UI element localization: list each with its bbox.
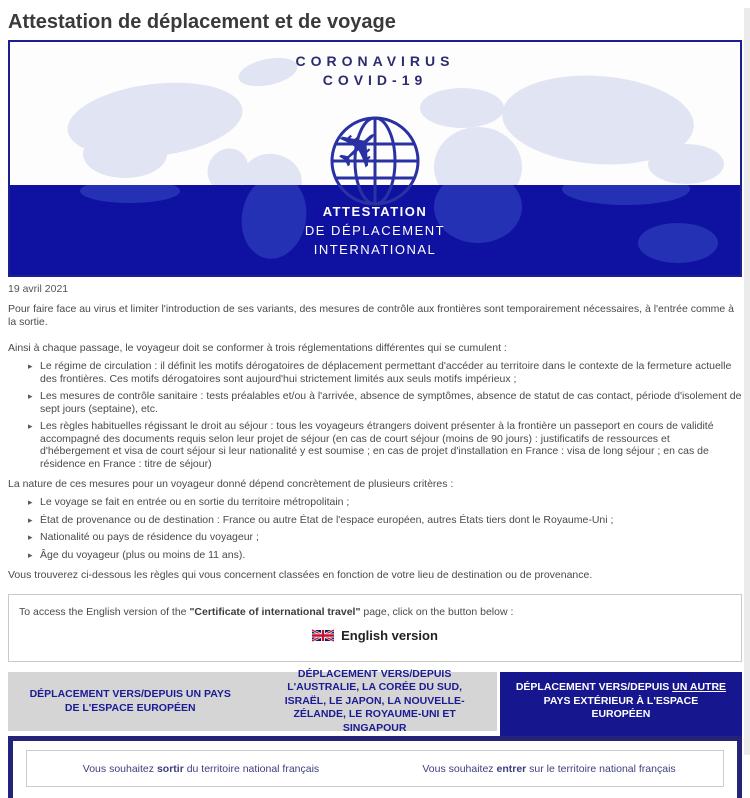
criterion-text: Le voyage se fait en entrée ou en sortie du territoire métropolitain ; [40, 496, 350, 508]
list-item [28, 549, 742, 562]
bullet-arrow-icon: ▸ [28, 549, 33, 560]
destination-tabs [8, 667, 742, 736]
link-sortir-territoire[interactable]: Vous souhaitez sortir du territoire national français [82, 762, 320, 775]
tab-content-panel [8, 736, 742, 798]
criterion-text: Nationalité ou pays de résidence du voyageur ; [40, 531, 259, 543]
list-item [28, 420, 742, 470]
bullet-arrow-icon: ▸ [28, 514, 33, 525]
intro-paragraph-1: Pour faire face au virus et limiter l'introduction de ses variants, des mesures de contrôle aux frontières sont temporairement nécessaires, à l'entrée comme à la sortie. [8, 303, 734, 328]
list-item [28, 531, 742, 544]
airplane-icon: ✈ [320, 109, 398, 188]
english-box-text: To access the English version of the "Certificate of international travel" page, click on the button below : [19, 606, 514, 618]
bullet-arrow-icon: ▸ [28, 532, 33, 542]
tab-espace-europeen[interactable]: DÉPLACEMENT VERS/DEPUIS UN PAYS DE L'ESPACE EUROPÉEN [29, 688, 231, 714]
intro-paragraph-2: Ainsi à chaque passage, le voyageur doit se conformer à trois réglementations différentes qui se cumulent : [8, 342, 507, 354]
criteria-intro: La nature de ces mesures pour un voyageur donné dépend concrètement de plusieurs critères : [8, 478, 454, 490]
tab-australie-coree-israel-japon[interactable]: DÉPLACEMENT VERS/DEPUIS L'AUSTRALIE, LA CORÉE DU SUD, ISRAËL, LE JAPON, LA NOUVELLE-ZÉLANDE, LE ROYAUME-UNI ET SINGAPOUR [284, 667, 465, 734]
bullet-arrow-icon: ▸ [28, 361, 33, 371]
globe-plane-logo [320, 109, 422, 208]
criterion-text: État de provenance ou de destination : France ou autre État de l'espace européen, autres États tiers dont le Royaume-Uni ; [40, 513, 614, 526]
outro-paragraph: Vous trouverez ci-dessous les règles qui vous concernent classées en fonction de votre lieu de destination ou de provenance. [8, 569, 593, 581]
bullet-arrow-icon: ▸ [28, 391, 33, 401]
rule-text: Les mesures de contrôle sanitaire : tests préalables et/ou à l'arrivée, absence de symptômes, absence de statut de cas contact, période d'isolement de sept jours (septaine), etc. [40, 390, 742, 415]
list-item [28, 514, 742, 527]
english-version-button[interactable] [312, 628, 438, 643]
english-version-box [8, 594, 742, 662]
publication-date: 19 avril 2021 [8, 283, 69, 295]
criterion-text: Âge du voyageur (plus ou moins de 11 ans). [40, 548, 246, 561]
link-entrer-territoire[interactable]: Vous souhaitez entrer sur le territoire national français [422, 762, 676, 775]
tab-autre-pays-exterieur[interactable]: DÉPLACEMENT VERS/DEPUIS UN AUTRE PAYS EXTÉRIEUR À L'ESPACE EUROPÉEN [500, 672, 742, 736]
inactive-tab-group [8, 667, 497, 734]
window-edge [744, 8, 750, 755]
english-version-label: English version [341, 628, 438, 643]
rules-list [8, 360, 742, 470]
criteria-list [8, 496, 742, 561]
banner-attestation-title: ATTESTATION DE DÉPLACEMENT INTERNATIONAL [304, 204, 446, 257]
list-item [28, 496, 742, 509]
rule-text: Les règles habituelles régissant le droit au séjour : tous les voyageurs étrangers doivent présenter à la frontière un passeport en cours de validité accompagné des documents requis selon leur projet de séjour (en cas de court séjour (moins de 90 jours) : justificatifs de ressources et d'hébergement et visa de court séjour si leur nationalité y est soumise ; en cas de projet d'installation en France : visa de long séjour ; en cas de résidence en France : titre de séjour) [40, 420, 714, 470]
rule-text: Le régime de circulation : il définit les motifs dérogatoires de déplacement permettant d'accéder au territoire dans le contexte de la fermeture actuelle des frontières. Ces motifs dérogatoires sont aujourd'hui strictement limités aux seuls motifs impérieux ; [40, 360, 732, 385]
direction-links-box [26, 750, 724, 787]
list-item [28, 360, 742, 385]
uk-flag-icon [312, 628, 334, 643]
page-title: Attestation de déplacement et de voyage [8, 11, 396, 33]
banner-coronavirus-title: CORONAVIRUS COVID-19 [295, 53, 455, 88]
bullet-arrow-icon: ▸ [28, 421, 33, 431]
bullet-arrow-icon: ▸ [28, 497, 33, 507]
banner-attestation-internationale [8, 40, 742, 277]
list-item [28, 390, 742, 415]
